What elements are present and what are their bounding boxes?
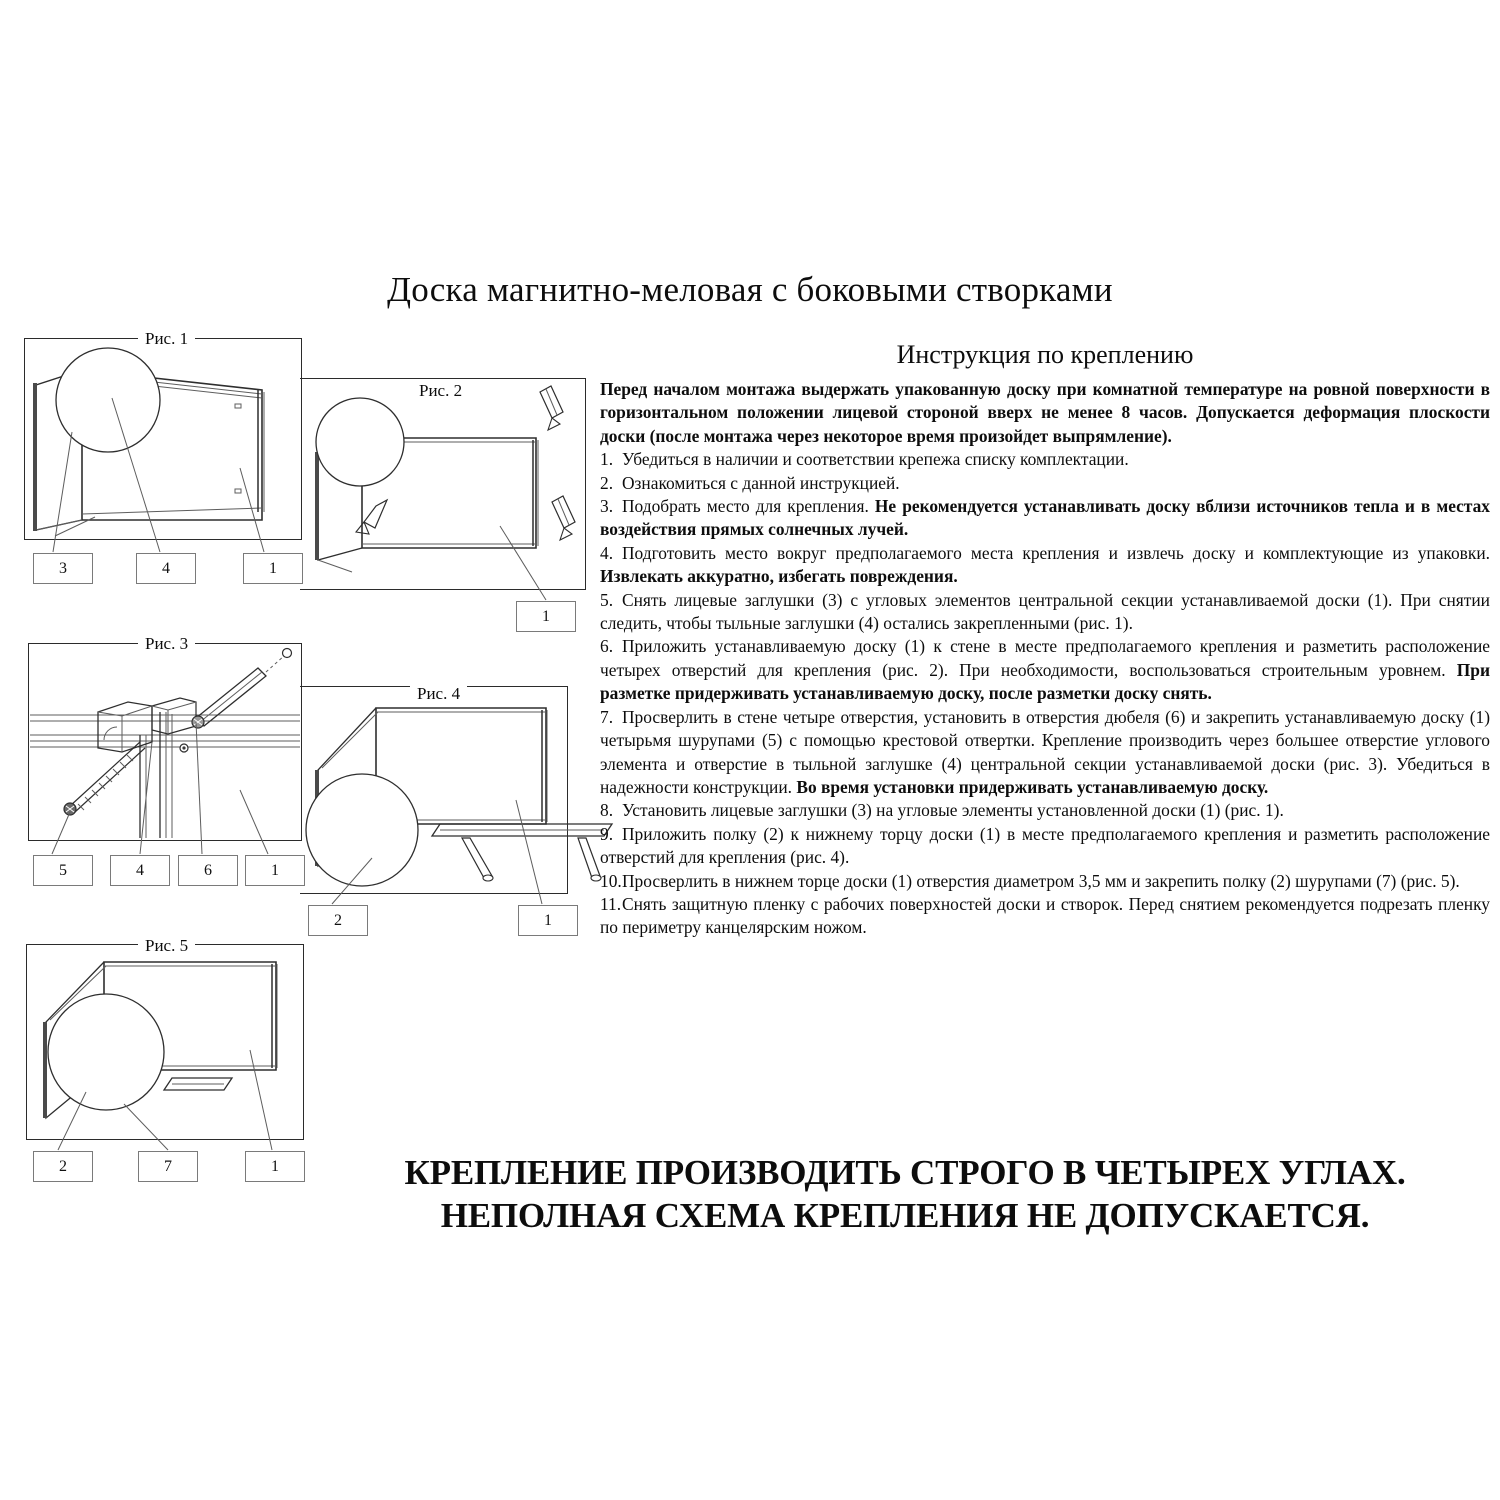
instruction-step-text: Снять лицевые заглушки (3) с угловых элементов центральной секции устанавливаемой доски (1). При снятии следить, чтобы тыльные заглушки (4) остались закрепленными (рис. 1). [600, 589, 1490, 634]
instruction-step-number: 6. [600, 636, 614, 657]
figure-4-label: Рис. 4 [410, 684, 467, 704]
figure-2-label: Рис. 2 [412, 381, 469, 401]
instruction-step [600, 542, 1490, 589]
instruction-step [600, 893, 1490, 940]
instruction-step [600, 472, 1490, 495]
page-title: Доска магнитно-меловая с боковыми створками [387, 270, 1113, 309]
instruction-step-emphasis: Извлекать аккуратно, избегать повреждения. [600, 566, 958, 587]
figure-2-callout-1: 1 [516, 601, 576, 632]
figure-3-callout-4: 4 [110, 855, 170, 886]
figure-3-callout-5: 5 [33, 855, 93, 886]
instruction-step-text: Просверлить в стене четыре отверстия, установить в отверстия дюбеля (6) и закрепить устанавливаемую доску (1) четырьмя шурупами (5) с помощью крестовой отвертки. Крепление производить через большее отверстие углового элемента и отверстие в тыльной заглушке (4) центральной секции устанавливаемой доски (рис. 3). Убедиться в надежности конструкции. [600, 706, 1490, 797]
instruction-step-text: Подготовить место вокруг предполагаемого места крепления и извлечь доску и комплектующие из упаковки. [622, 542, 1490, 563]
figure-1-callout-4: 4 [136, 553, 196, 584]
figure-1-callout-1: 1 [243, 553, 303, 584]
instruction-step [600, 706, 1490, 800]
warning-line-1: КРЕПЛЕНИЕ ПРОИЗВОДИТЬ СТРОГО В ЧЕТЫРЕХ УГЛАХ. [404, 1153, 1406, 1192]
section-subtitle: Инструкция по креплению [896, 340, 1194, 369]
instruction-step-emphasis: Не рекомендуется устанавливать доску вблизи источников тепла и в местах воздействия прямых солнечных лучей. [600, 496, 1491, 540]
instruction-step [600, 448, 1490, 471]
instruction-step [600, 589, 1490, 636]
figure-3-callout-6: 6 [178, 855, 238, 886]
instruction-step-text: Снять защитную пленку с рабочих поверхностей доски и створок. Перед снятием рекомендуется подрезать пленку по периметру канцелярским ножом. [600, 893, 1490, 938]
instruction-steps [600, 448, 1490, 940]
instruction-step-text: Ознакомиться с данной инструкцией. [622, 472, 900, 493]
figure-5-callout-2: 2 [33, 1151, 93, 1182]
instruction-step [600, 495, 1490, 542]
figure-4-callout-1: 1 [518, 905, 578, 936]
instruction-step-number: 2. [600, 472, 614, 493]
instruction-step-text: Подобрать место для крепления. [622, 496, 875, 517]
instruction-step-text: Приложить полку (2) к нижнему торцу доски (1) в месте предполагаемого крепления и разметить расположение отверстий для крепления (рис. 4). [600, 823, 1490, 868]
instruction-step-number: 11. [600, 893, 622, 914]
instruction-step-number: 8. [600, 800, 614, 821]
instruction-step-text: Установить лицевые заглушки (3) на угловые элементы установленной доски (1) (рис. 1). [622, 800, 1284, 821]
figure-1-callout-3: 3 [33, 553, 93, 584]
figure-5-label: Рис. 5 [138, 936, 195, 956]
instruction-step-number: 5. [600, 589, 614, 610]
warning-notice [340, 1152, 1470, 1237]
instruction-list [600, 378, 1490, 940]
warning-line-2: НЕПОЛНАЯ СХЕМА КРЕПЛЕНИЯ НЕ ДОПУСКАЕТСЯ. [440, 1195, 1370, 1235]
instruction-intro: Перед началом монтажа выдержать упакованную доску при комнатной температуре на ровной поверхности в горизонтальном положении лицевой стороной вверх не менее 8 часов. Допускается деформация плоскости доски (после монтажа через некоторое время произойдет выпрямление). [600, 379, 1490, 446]
figure-5-callout-7: 7 [138, 1151, 198, 1182]
instruction-step-number: 10. [600, 870, 622, 891]
instruction-step-text: Убедиться в наличии и соответствии крепежа списку комплектации. [622, 449, 1129, 470]
figure-5-callout-1: 1 [245, 1151, 305, 1182]
instruction-step-number: 3. [600, 496, 614, 517]
instruction-step [600, 870, 1490, 893]
figure-3-callout-1: 1 [245, 855, 305, 886]
figure-3-label: Рис. 3 [138, 634, 195, 654]
instruction-step [600, 635, 1490, 705]
instruction-step-number: 1. [600, 449, 614, 470]
instruction-step [600, 823, 1490, 870]
instruction-step-number: 7. [600, 706, 614, 727]
instruction-step-emphasis: Во время установки придерживать устанавливаемую доску. [796, 776, 1269, 797]
instruction-step-emphasis: При разметке придерживать устанавливаемую доску, после разметки доску снять. [600, 659, 1490, 704]
instruction-step-text: Просверлить в нижнем торце доски (1) отверстия диаметром 3,5 мм и закрепить полку (2) шурупами (7) (рис. 5). [622, 870, 1460, 891]
figure-1-label: Рис. 1 [138, 329, 195, 349]
instruction-step-text: Приложить устанавливаемую доску (1) к стене в месте предполагаемого крепления и разметить расположение четырех отверстий для крепления (рис. 2). При необходимости, воспользоваться строительным уровнем. [600, 636, 1490, 680]
instruction-step-number: 9. [600, 823, 614, 844]
figure-4-callout-2: 2 [308, 905, 368, 936]
instruction-step [600, 799, 1490, 822]
instruction-step-number: 4. [600, 542, 614, 563]
